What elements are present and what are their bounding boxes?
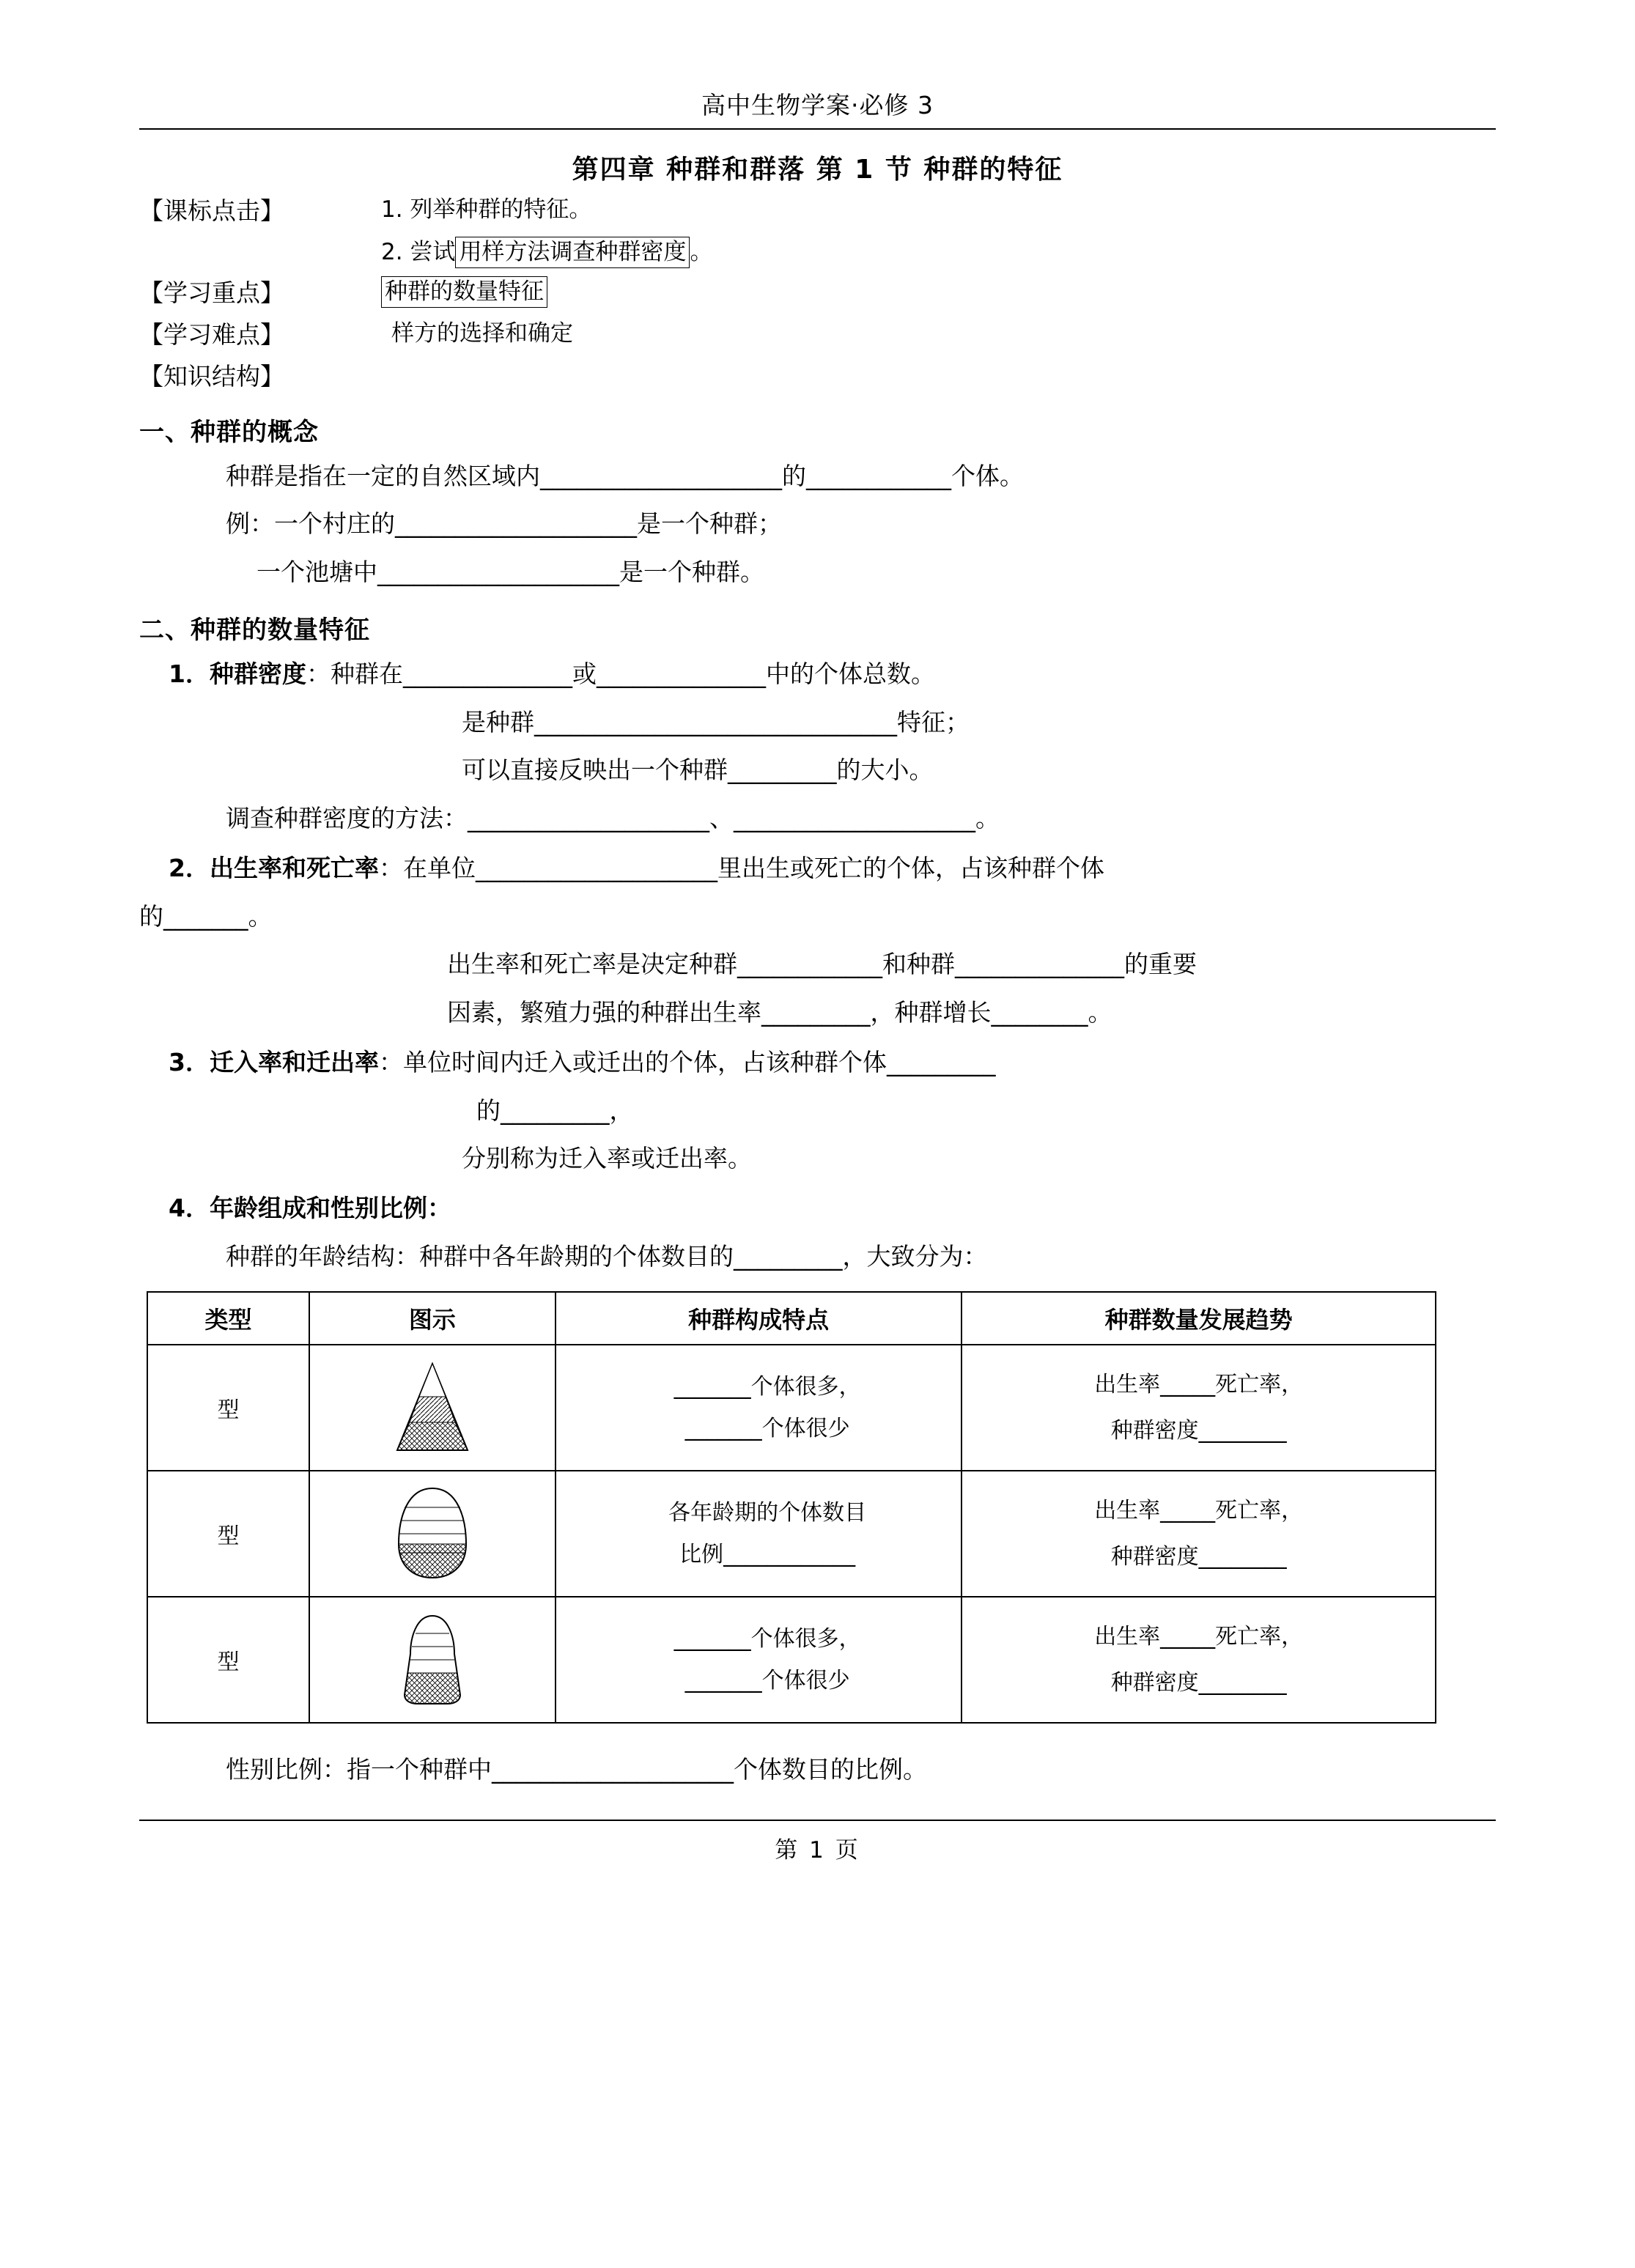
row-2-trend <box>962 1471 1436 1597</box>
item-2-sub-2: 因素，繁殖力强的种群出生率_________，种群增长________。 <box>447 998 1112 1027</box>
pyramid-triangle-icon <box>314 1353 550 1463</box>
objective-line-1: 1. 列举种群的特征。 <box>381 196 592 223</box>
item-1-lead: ：种群在______________或______________中的个体总数。 <box>306 659 935 688</box>
item-1-sub-2: 可以直接反映出一个种群_________的大小。 <box>462 756 934 785</box>
row-3-figure-cell <box>309 1597 556 1723</box>
concept-line-2: 例：一个村庄的____________________是一个种群； <box>226 509 782 539</box>
concept-line-3: 一个池塘中____________________是一个种群。 <box>256 558 764 587</box>
row-1-type: 型 <box>147 1345 309 1471</box>
meta-value-objectives <box>381 192 1496 270</box>
row-3-feature-line-1: _______个体很多， <box>673 1625 861 1652</box>
objective-2-prefix: 2. 尝试 <box>381 239 456 266</box>
row-2-feature-line-1: 各年龄期的个体数目 <box>668 1499 867 1526</box>
item-3-sub-2: 分别称为迁入率或迁出率。 <box>462 1144 752 1173</box>
row-2-feature-line-2: 比例____________ <box>679 1541 856 1567</box>
pyramid-bell-icon <box>314 1479 550 1589</box>
item-2-lead: ：在单位____________________里出生或死亡的个体，占该种群个体 <box>378 853 1104 882</box>
objective-line-2 <box>381 234 1496 270</box>
pyramid-urn-icon <box>314 1605 550 1715</box>
item-1-tail: 调查种群密度的方法：____________________、____________________。 <box>226 804 1000 833</box>
meta-label-structure: 【知识结构】 <box>139 362 284 391</box>
table-row <box>147 1597 1436 1723</box>
item-1-sub-1: 是种群______________________________特征； <box>462 707 970 736</box>
table-row <box>147 1345 1436 1471</box>
meta-label-objectives: 【课标点击】 <box>139 196 284 225</box>
table-header-trend: 种群数量发展趋势 <box>962 1292 1436 1345</box>
item-4-number: 4． <box>169 1194 210 1223</box>
header-divider <box>139 128 1496 130</box>
row-1-figure-cell <box>309 1345 556 1471</box>
row-2-feature <box>556 1471 962 1597</box>
objective-2-boxed: 用样方法调查种群密度 <box>455 237 690 268</box>
sex-ratio-line: 性别比例：指一个种群中____________________个体数目的比例。 <box>226 1754 927 1784</box>
row-2-figure-cell <box>309 1471 556 1597</box>
row-2-type: 型 <box>147 1471 309 1597</box>
item-3-term: 迁入率和迁出率 <box>209 1047 379 1076</box>
page-number: 第 1 页 <box>775 1837 860 1864</box>
item-1-density <box>139 653 1496 695</box>
row-1-feature-line-2: _______个体很少 <box>684 1415 850 1441</box>
section-heading-concept: 一、种群的概念 <box>139 417 319 447</box>
item-4-age-sex <box>139 1187 1496 1230</box>
row-1-trend-line-1: 出生率_____死亡率， <box>1094 1371 1304 1397</box>
row-1-feature <box>556 1345 962 1471</box>
item-3-lead: ：单位时间内迁入或迁出的个体，占该种群个体_________ <box>378 1047 996 1076</box>
item-3-immigration-emigration <box>139 1041 1496 1084</box>
meta-row-difficulty <box>139 316 1496 353</box>
item-1-number: 1． <box>169 659 210 688</box>
page-title: 第四章 种群和群落 第 1 节 种群的特征 <box>572 155 1063 185</box>
objective-2-suffix: 。 <box>690 239 713 266</box>
row-3-feature <box>556 1597 962 1723</box>
table-row <box>147 1471 1436 1597</box>
concept-line-1: 种群是指在一定的自然区域内____________________的____________个体。 <box>226 461 1024 490</box>
key-point-boxed: 种群的数量特征 <box>381 276 547 308</box>
running-head: 高中生物学案·必修 3 <box>701 91 934 119</box>
item-1-term: 种群密度 <box>209 659 306 688</box>
meta-row-structure <box>139 358 1496 395</box>
meta-value-difficulty: 样方的选择和确定 <box>391 320 573 347</box>
item-2-birth-death <box>139 847 1496 890</box>
row-1-trend-line-2: 种群密度________ <box>1110 1417 1287 1444</box>
item-2-term: 出生率和死亡率 <box>209 853 379 882</box>
section-heading-quantitative: 二、种群的数量特征 <box>139 615 370 645</box>
table-header-row <box>147 1292 1436 1345</box>
row-3-type: 型 <box>147 1597 309 1723</box>
item-4-term: 年龄组成和性别比例： <box>209 1194 451 1223</box>
age-structure-intro: 种群的年龄结构：种群中各年龄期的个体数目的_________，大致分为： <box>226 1241 988 1271</box>
item-3-number: 3． <box>169 1047 210 1076</box>
meta-row-objectives <box>139 192 1496 270</box>
row-3-trend-line-1: 出生率_____死亡率， <box>1094 1623 1304 1650</box>
item-2-number: 2． <box>169 853 210 882</box>
table-header-type: 类型 <box>147 1292 309 1345</box>
row-2-trend-line-2: 种群密度________ <box>1110 1543 1287 1570</box>
meta-label-difficulty: 【学习难点】 <box>139 320 284 350</box>
table-header-feature: 种群构成特点 <box>556 1292 962 1345</box>
row-3-feature-line-2: _______个体很少 <box>684 1667 850 1693</box>
meta-value-key-point <box>381 274 1496 309</box>
table-header-figure: 图示 <box>309 1292 556 1345</box>
meta-row-key-point <box>139 274 1496 311</box>
item-2-lead2: 的_______。 <box>139 901 273 931</box>
row-3-trend <box>962 1597 1436 1723</box>
row-1-trend <box>962 1345 1436 1471</box>
age-structure-table <box>147 1291 1436 1724</box>
row-3-trend-line-2: 种群密度________ <box>1110 1669 1287 1696</box>
row-2-trend-line-1: 出生率_____死亡率， <box>1094 1497 1304 1523</box>
footer-divider <box>139 1820 1496 1821</box>
meta-label-key-point: 【学习重点】 <box>139 278 284 308</box>
row-1-feature-line-1: _______个体很多， <box>673 1373 861 1400</box>
item-3-sub-1: 的_________， <box>476 1096 634 1125</box>
item-2-sub-1: 出生率和死亡率是决定种群____________和种群______________的重要 <box>447 950 1197 979</box>
